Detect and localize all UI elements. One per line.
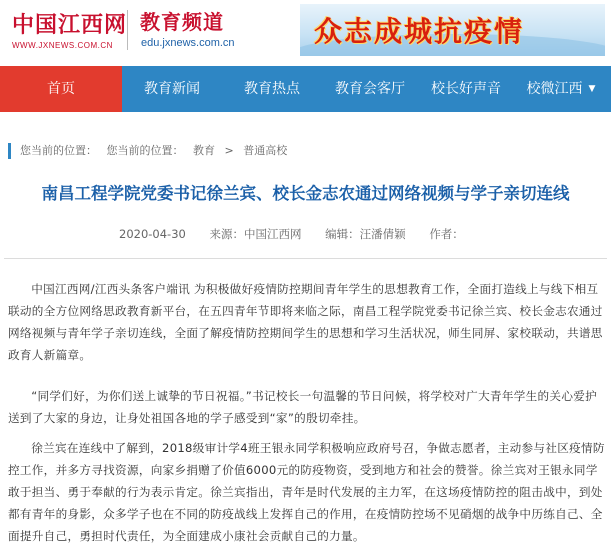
article-source: 来源：中国江西网 (209, 227, 302, 241)
breadcrumb-label-2: 您当前的位置： (106, 144, 184, 157)
article-author: 作者： (429, 227, 464, 241)
nav-item-edu-news[interactable] (122, 66, 222, 112)
nav-item-label: 教育新闻 (144, 81, 200, 97)
article-meta (119, 226, 484, 242)
article-paragraph: 中国江西网/江西头条客户端讯 为积极做好疫情防控期间青年学生的思想教育工作，全面打造线上与线下相互联动的全方位网络思政教育新平台，在五四青年节即将来临之际，南昌工程学院党委书记徐兰宾、校长金志农通过网络视频与青年学子亲切连线，全面了解疫情防控期间学生的思想和学习生活状况，师生同屏、家校联动，共谱思政育人新篇章。 (8, 282, 603, 362)
nav-item-label: 校长好声音 (431, 81, 501, 97)
banner-text: 众志成城抗疫情 (314, 15, 525, 48)
nav-item-principal-voice[interactable] (418, 66, 514, 112)
site-header (0, 0, 611, 66)
site-url: WWW.JXNEWS.COM.CN (12, 41, 113, 50)
breadcrumb-label: 您当前的位置： (20, 144, 97, 157)
nav-item-label: 首页 (47, 81, 75, 97)
main-nav (0, 66, 611, 112)
header-banner[interactable] (300, 4, 605, 56)
chevron-down-icon[interactable]: ▼ (588, 84, 596, 94)
logo-divider (127, 10, 128, 50)
nav-item-label: 教育热点 (244, 81, 300, 97)
breadcrumb-link-edu[interactable]: 教育 (193, 144, 215, 157)
meta-divider (4, 258, 607, 259)
article-paragraph: “同学们好，为你们送上诚挚的节日祝福。”书记校长一句温馨的节日问候，将学校对广大青年学生的关心爱护送到了大家的身边，让身处祖国各地的学子感受到“家”的殷切牵挂。 (8, 389, 598, 425)
nav-item-label: 教育会客厅 (335, 81, 405, 97)
article-date: 2020-04-30 (119, 227, 186, 241)
nav-item-label: 校微江西 (526, 81, 583, 97)
breadcrumb-separator: > (224, 144, 234, 157)
nav-item-xiaowei-jiangxi[interactable] (514, 66, 608, 112)
nav-item-edu-salon[interactable] (322, 66, 418, 112)
nav-item-home[interactable] (0, 66, 122, 112)
article-editor: 编辑：汪潘倩颖 (325, 227, 406, 241)
nav-item-edu-hot[interactable] (222, 66, 322, 112)
channel-url: edu.jxnews.com.cn (141, 37, 235, 49)
site-logo[interactable] (8, 6, 128, 40)
breadcrumb-accent-bar (8, 143, 11, 159)
channel-title[interactable]: 教育频道 (140, 10, 224, 34)
article-title: 南昌工程学院党委书记徐兰宾、校长金志农通过网络视频与学子亲切连线 (41, 184, 570, 203)
article-paragraph: 徐兰宾在连线中了解到，2018级审计学4班王银永同学积极响应政府号召，争做志愿者，主动参与社区疫情防控工作，并多方寻找资源，向家乡捐赠了价值6000元的防疫物资，受到地方和社会的赞誉。徐兰宾对王银永同学敢于担当、勇于奉献的行为表示肯定。徐兰宾指出，青年是时代发展的主力军，在这场疫情防控的阻击战中，到处都有青年的身影，众多学子也在不同的防疫战线上发挥自己的作用，在疫情防控场不见硝烟的战争中历练自己、全面提升自己，勇担时代责任，为全面建成小康社会贡献自己的力量。 (8, 441, 605, 543)
site-logo-text[interactable]: 中国江西网 (12, 12, 128, 38)
breadcrumb-link-universities[interactable]: 普通高校 (243, 144, 288, 157)
